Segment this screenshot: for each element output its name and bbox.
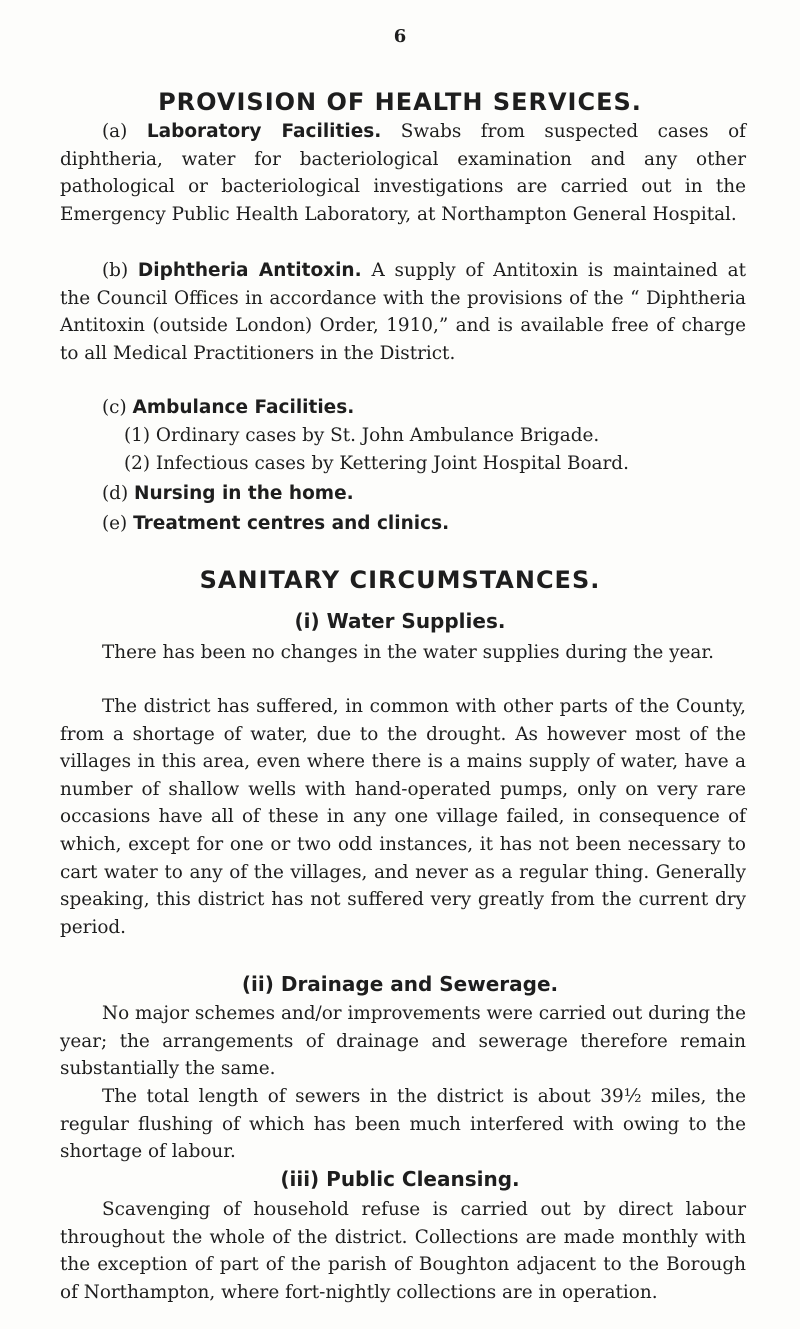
page-number: 6 (393, 26, 407, 47)
text-laboratory-facilities: Swabs from suspected cases of diphtheria, water for bacteriological examination and any other pathological or bacteriological investigations are carried out in the Emergency Public Health Laboratory, at Northampton General Hospital. (60, 121, 746, 225)
item-marker-e: (e) (102, 513, 128, 534)
item-treatment-centres (102, 510, 449, 538)
item-ambulance-facilities (102, 394, 354, 422)
heading-drainage-and-sewerage: (ii) Drainage and Sewerage. (241, 972, 559, 996)
heading-sanitary-circumstances: SANITARY CIRCUMSTANCES. (199, 566, 601, 594)
item-marker-a: (a) (102, 121, 128, 142)
item-marker-c: (c) (102, 397, 127, 418)
label-diphtheria-antitoxin: Diphtheria Antitoxin. (137, 260, 362, 281)
item-nursing-in-the-home (102, 480, 354, 508)
paragraph-laboratory-facilities (60, 118, 746, 228)
paragraph-public-cleansing: Scavenging of household refuse is carried out by direct labour throughout the whole of the district. Collections are made monthly with the exception of part of the parish of Boughton adjacent to the Borough of Northampton, where fort-nightly collections are in operation. (60, 1199, 746, 1303)
ambulance-item-infectious: (2) Infectious cases by Kettering Joint Hospital Board. (124, 453, 629, 474)
item-marker-b: (b) (102, 260, 129, 281)
ambulance-item-ordinary: (1) Ordinary cases by St. John Ambulance Brigade. (124, 425, 600, 446)
heading-public-cleansing: (iii) Public Cleansing. (280, 1167, 520, 1191)
text-diphtheria-antitoxin: A supply of Antitoxin is maintained at the Council Offices in accordance with the provisions of the “ Diphtheria Antitoxin (outside London) Order, 1910,” and is available free of charge to all Medical Practitioners in the District. (60, 260, 746, 364)
label-ambulance-facilities: Ambulance Facilities. (132, 397, 355, 418)
label-laboratory-facilities: Laboratory Facilities. (146, 121, 382, 142)
paragraph-water-supplies-2: The district has suffered, in common with other parts of the County, from a shortage of water, due to the drought. As however most of the villages in this area, even where there is a mains supply of water, have a number of shallow wells with hand-operated pumps, only on very rare occasions have all of these in any one village failed, in consequence of which, except for one or two odd instances, it has not been necessary to cart water to any of the villages, and never as a regular thing. Generally speaking, this district has not suffered very greatly from the current dry period. (60, 696, 746, 938)
label-nursing-in-the-home: Nursing in the home. (133, 483, 354, 504)
heading-provision-of-health-services: PROVISION OF HEALTH SERVICES. (158, 88, 642, 116)
paragraph-water-supplies-1: There has been no changes in the water supplies during the year. (102, 642, 714, 663)
paragraph-diphtheria-antitoxin (60, 257, 746, 367)
heading-water-supplies: (i) Water Supplies. (294, 609, 506, 633)
paragraph-drainage-1: No major schemes and/or improvements were carried out during the year; the arrangements of drainage and sewerage therefore remain substantially the same. (60, 1003, 746, 1080)
label-treatment-centres: Treatment centres and clinics. (133, 513, 450, 534)
paragraph-drainage-2: The total length of sewers in the district is about 39½ miles, the regular flushing of which has been much interfered with owing to the shortage of labour. (60, 1086, 746, 1163)
item-marker-d: (d) (102, 483, 129, 504)
